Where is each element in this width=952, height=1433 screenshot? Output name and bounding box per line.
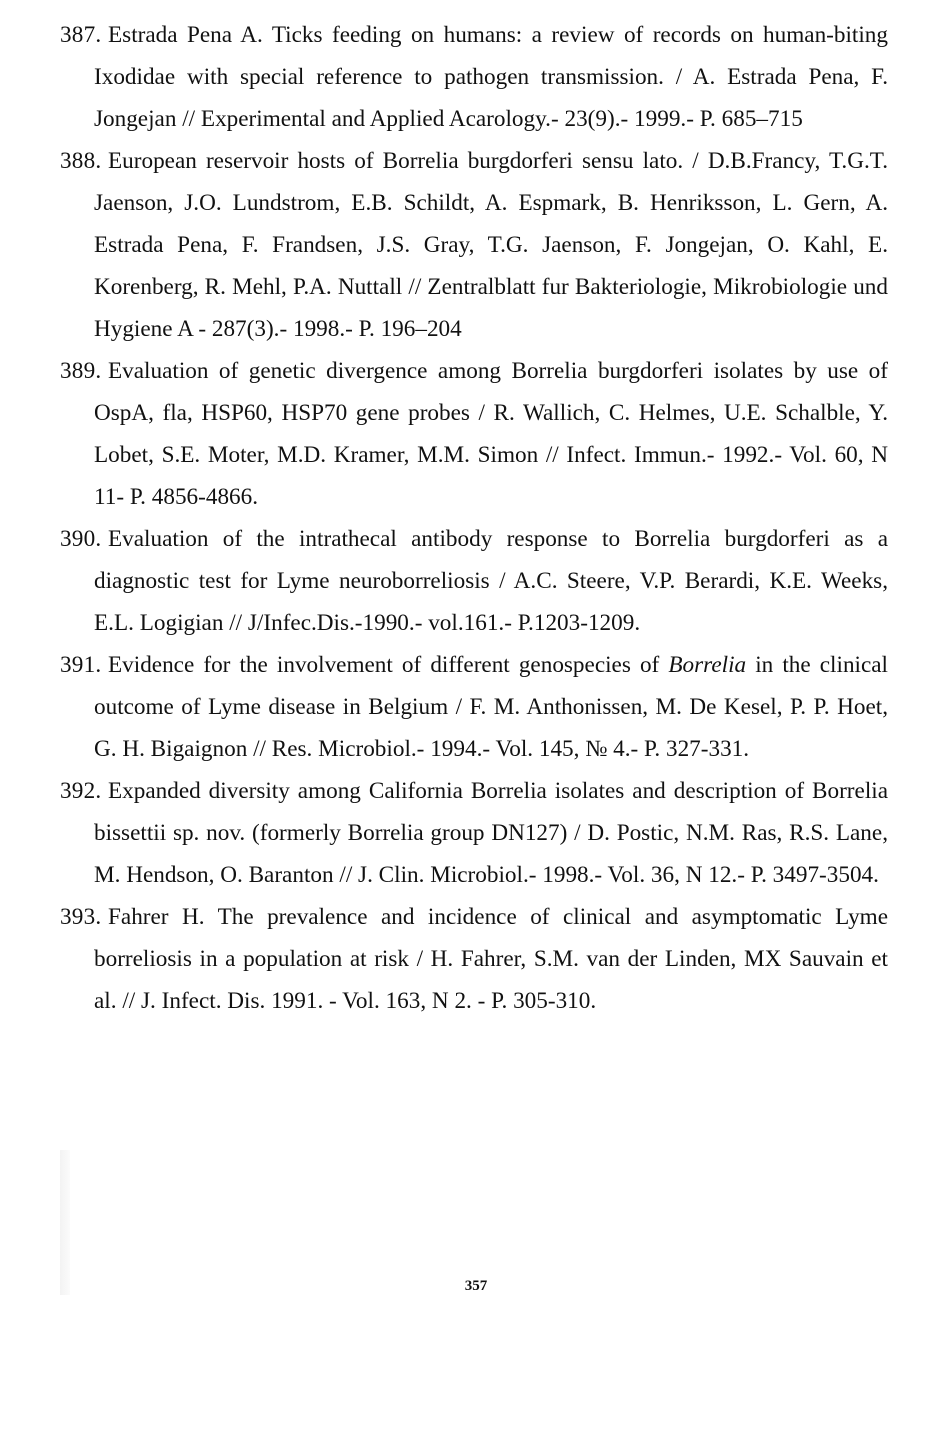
reference-item — [0, 770, 952, 896]
reference-number: 389. — [60, 358, 102, 384]
reference-item — [0, 14, 952, 140]
reference-item — [0, 644, 952, 770]
reference-text: Fahrer H. The prevalence and incidence of clinical and asymptomatic Lyme borreliosis in a population at risk / H. Fahrer, S.M. van der Linden, MX Sauvain et al. // J. Infect. Dis. 1991. - Vol. 163, N 2. - P. 305-310. — [94, 904, 888, 1014]
page-number: 357 — [464, 1278, 488, 1294]
reference-item — [0, 896, 952, 1022]
reference-item — [0, 518, 952, 644]
reference-text: European reservoir hosts of Borrelia burgdorferi sensu lato. / D.B.Francy, T.G.T. Jaenson, J.O. Lundstrom, E.B. Schildt, A. Espmark, B. Henriksson, L. Gern, A. Estrada Pena, F. Frandsen, J.S. Gray, T.G. Jaenson, F. Jongejan, O. Kahl, E. Korenberg, R. Mehl, P.A. Nuttall // Zentralblatt fur Bakteriologie, Mikrobiologie und Hygiene A - 287(3).- 1998.- P. 196–204 — [94, 148, 888, 342]
reference-number: 388. — [60, 148, 102, 174]
reference-number: 393. — [60, 904, 102, 930]
reference-number: 391. — [60, 652, 102, 678]
reference-number: 387. — [60, 22, 102, 48]
reference-number: 390. — [60, 526, 102, 552]
genus-italic: Borrelia — [668, 652, 747, 678]
reference-list — [0, 14, 952, 1022]
reference-text — [94, 644, 888, 770]
reference-number: 392. — [60, 778, 102, 804]
reference-item — [0, 350, 952, 518]
reference-text-before: Evidence for the involvement of different genospecies of — [108, 652, 669, 678]
reference-text: Evaluation of genetic divergence among Borrelia burgdorferi isolates by use of OspA, fla, HSP60, HSP70 gene probes / R. Wallich, C. Helmes, U.E. Schalble, Y. Lobet, S.E. Moter, M.D. Kramer, M.M. Simon // Infect. Immun.- 1992.- Vol. 60, N 11- P. 4856-4866. — [94, 358, 888, 510]
scan-shadow — [60, 1150, 70, 1295]
reference-item — [0, 140, 952, 350]
reference-text: Estrada Pena A. Ticks feeding on humans: a review of records on human-biting Ixodidae with special reference to pathogen transmission. / A. Estrada Pena, F. Jongejan // Experimental and Applied Acarology.- 23(9).- 1999.- P. 685–715 — [94, 22, 888, 132]
reference-text: Expanded diversity among California Borrelia isolates and description of Borrelia bissettii sp. nov. (formerly Borrelia group DN127) / D. Postic, N.M. Ras, R.S. Lane, M. Hendson, O. Baranton // J. Clin. Microbiol.- 1998.- Vol. 36, N 12.- P. 3497-3504. — [94, 778, 888, 888]
reference-text: Evaluation of the intrathecal antibody response to Borrelia burgdorferi as a diagnostic test for Lyme neuroborreliosis / A.C. Steere, V.P. Berardi, K.E. Weeks, E.L. Logigian // J/Infec.Dis.-1990.- vol.161.- P.1203-1209. — [94, 526, 888, 636]
reference-text-after: in the clinical outcome of Lyme disease in Belgium / F. M. Anthonissen, M. De Kesel, P. P. Hoet, G. H. Bigaignon // Res. Microbiol.- 1994.- Vol. 145, № 4.- P. 327-331. — [94, 652, 889, 762]
